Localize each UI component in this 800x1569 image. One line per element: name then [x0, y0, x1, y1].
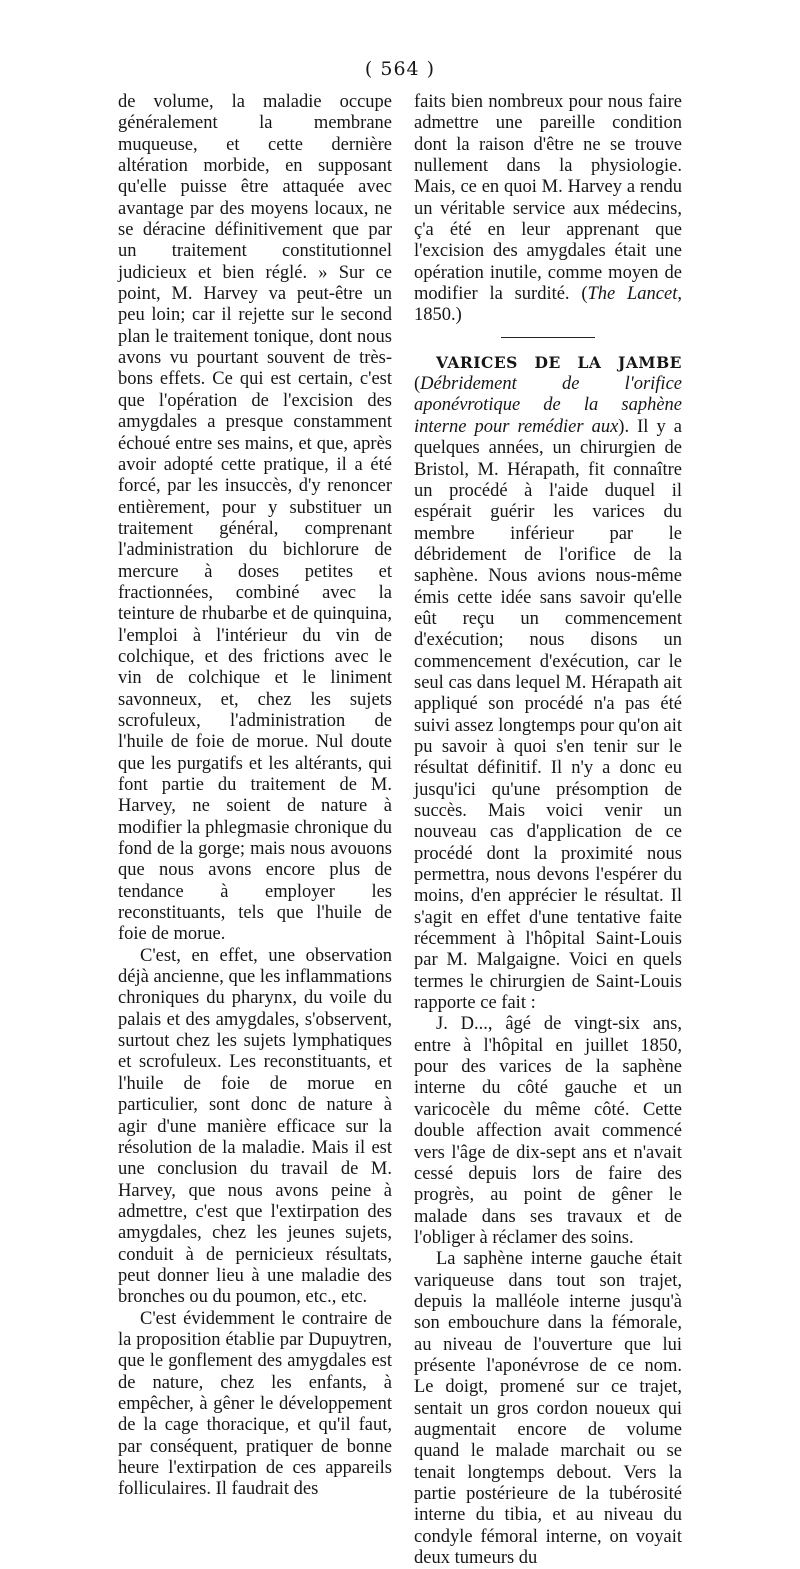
body-paragraph: de volume, la maladie occupe généralement la membrane muqueuse, et cette dernière altération morbide, en supposant qu'elle puisse être attaquée avec avantage par des moyens locaux, ne se déracine définitivement que par un traitement constitutionnel judicieux et bien réglé. » Sur ce point, M. Harvey va peut-être un peu loin; car il rejette sur le second plan le traitement tonique, dont nous avons vu pourtant souvent de très-bons effets. Ce qui est certain, c'est que l'opération de l'excision des amygdales a presque constamment échoué entre ses mains, et que, après avoir adopté cette pratique, il a été forcé, par les insuccès, d'y renoncer entièrement, pour y substituer un traitement général, comprenant l'administration du bichlorure de mercure à doses petites et fractionnées, combiné avec la teinture de rhubarbe et de quinquina, l'emploi à l'intérieur du vin de colchique, et des frictions avec le vin de colchique et le liniment savonneux, et, chez les sujets scrofuleux, l'administration de l'huile de foie de morue. Nul doute que les purgatifs et les altérants, qui font partie du traitement de M. Harvey, ne soient de nature à modifier la phlegmasie chronique du fond de la gorge; mais nous avouons que nous avons encore plus de tendance à employer les reconstituants, tels que l'huile de foie de morue.: [118, 92, 392, 945]
section-heading-paragraph: VARICES DE LA JAMBE (Débridement de l'orifice aponévrotique de la saphène interne pour remédier aux). Il y a quelques années, un chirurgien de Bristol, M. Hérapath, fit connaître un procédé à l'aide duquel il espérait guérir les varices du membre inférieur par le débridement de l'orifice de la saphène. Nous avions nous-même émis cette idée sans savoir qu'elle eût reçu un commencement d'exécution; nous disons un commencement d'exécution, car le seul cas dans lequel M. Hérapath ait appliqué son procédé n'a pas été suivi assez longtemps pour qu'on ait pu savoir à quoi s'en tenir sur le résultat définitif. Il n'y a donc eu jusqu'ici qu'une présomption de succès. Mais voici venir un nouveau cas d'application de ce procédé dont la proximité nous permettra, nous devons l'espérer du moins, d'en apprécier le résultat. Il s'agit en effet d'une tentative faite récemment à l'hôpital Saint-Louis par M. Malgaigne. Voici en quels termes le chirurgien de Saint-Louis rapporte ce fait :: [414, 352, 682, 1014]
body-paragraph: C'est évidemment le contraire de la proposition établie par Dupuytren, que le gonflement des amygdales est de nature, chez les enfants, à empêcher, à gêner le développement de la cage thoracique, et qu'il faut, par conséquent, pratiquer de bonne heure l'extirpation de ces appareils folliculaires. Il faudrait des: [118, 1308, 392, 1500]
body-paragraph: faits bien nombreux pour nous faire admettre une pareille condition dont la raison d'être ne se trouve nullement dans la physiologie. Mais, ce en quoi M. Harvey a rendu un véritable service aux médecins, ç'a été en leur apprenant que l'excision des amygdales était une opération inutile, comme moyen de modifier la surdité. (The Lancet, 1850.): [414, 92, 682, 326]
journal-citation: The Lancet: [587, 284, 678, 305]
body-paragraph: J. D..., âgé de vingt-six ans, entre à l'hôpital en juillet 1850, pour des varices de la saphène interne du côté gauche et un varicocèle du même côté. Cette double affection avait commencé vers l'âge de dix-sept ans et n'avait cessé depuis lors de faire des progrès, au point de gêner le malade dans ses travaux et de l'obliger à réclamer des soins.: [414, 1014, 682, 1248]
section-title: VARICES DE LA JAMBE: [436, 352, 682, 372]
left-column: [118, 92, 392, 1501]
citation-year: , 1850.): [414, 284, 682, 326]
body-paragraph: La saphène interne gauche était variqueuse dans tout son trajet, depuis la malléole interne jusqu'à son embouchure dans la fémorale, au niveau de l'ouverture que lui présente l'aponévrose de ce nom. Le doigt, promené sur ce trajet, sentait un gros cordon noueux qui augmentait encore de volume quand le malade marchait ou se tenait longtemps debout. Vers la partie postérieure de la tubérosité interne du tibia, et au niveau du condyle fémoral interne, on voyait deux tumeurs du: [414, 1249, 682, 1569]
section-subtitle: Débridement de l'orifice aponévrotique de la saphène interne pour remédier aux: [414, 374, 682, 437]
section-divider: [501, 337, 595, 338]
paragraph-text: Il y a quelques années, un chirurgien de Bristol, M. Hérapath, fit connaître un procédé à l'aide duquel il espérait guérir les varices du membre inférieur par le débridement de l'orifice de la saphène. Nous avions nous-même émis cette idée sans savoir qu'elle eût reçu un commencement d'exécution; nous disons un commencement d'exécution, car le seul cas dans lequel M. Hérapath ait appliqué son procédé n'a pas été suivi assez longtemps pour qu'on ait pu savoir à quoi s'en tenir sur le résultat définitif. Il n'y a donc eu jusqu'ici qu'une présomption de succès. Mais voici venir un nouveau cas d'application de ce procédé dont la proximité nous permettra, nous devons l'espérer du moins, d'en apprécier le résultat. Il s'agit en effet d'une tentative faite récemment à l'hôpital Saint-Louis par M. Malgaigne. Voici en quels termes le chirurgien de Saint-Louis rapporte ce fait :: [414, 416, 682, 1014]
right-column: [414, 92, 682, 1569]
page-number: ( 564 ): [364, 58, 436, 80]
body-paragraph: C'est, en effet, une observation déjà ancienne, que les inflammations chroniques du pharynx, du voile du palais et des amygdales, s'observent, surtout chez les sujets lymphatiques et scrofuleux. Les reconstituants, et l'huile de foie de morue en particulier, sont donc de nature à agir d'une manière efficace sur la résolution de la maladie. Mais il est une conclusion du travail de M. Harvey, que nous avons peine à admettre, c'est que l'extirpation des amygdales, chez les jeunes sujets, conduit à de pernicieux résultats, peut donner lieu à une maladie des bronches ou du poumon, etc., etc.: [118, 945, 392, 1308]
paragraph-text: faits bien nombreux pour nous faire admettre une pareille condition dont la raison d'être ne se trouve nullement dans la physiologie. Mais, ce en quoi M. Harvey a rendu un véritable service aux médecins, ç'a été en leur apprenant que l'excision des amygdales était une opération inutile, comme moyen de modifier la surdité.: [414, 92, 682, 305]
